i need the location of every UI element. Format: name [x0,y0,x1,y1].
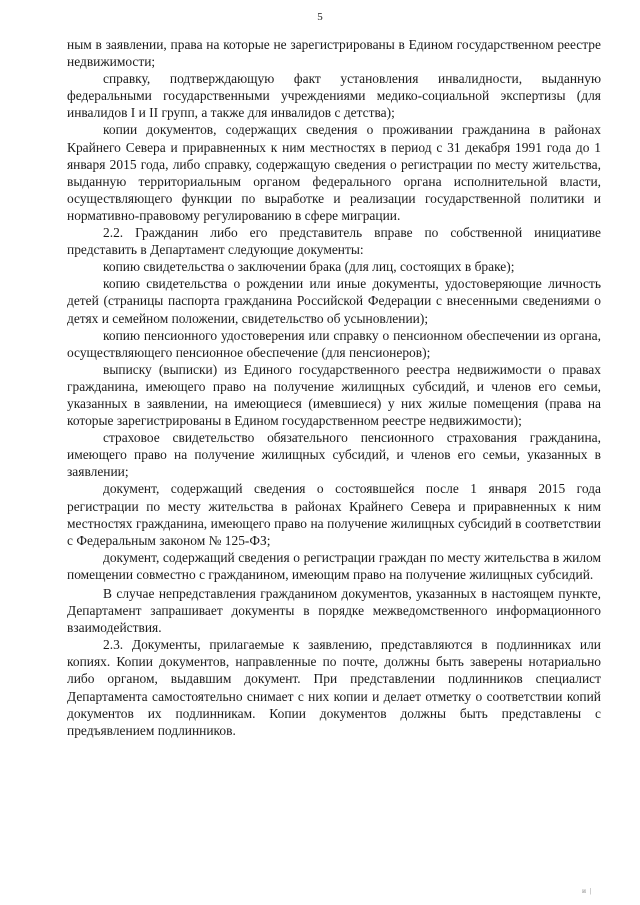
paragraph: 2.3. Документы, прилагаемые к заявлению, представляются в подлинниках или копиях. Копии документов, направленные по почте, должны быть заверены нотариально либо органом, выдавшим документ. При представлении подлинников специалист Департамента самостоятельно снимает с них копии и делает отметку о соответствии копий документов их подлинникам. Копии документов должны быть представлены с предъявлением подлинников. [67,637,601,738]
document-body [67,36,601,739]
paragraph: справку, подтверждающую факт установления инвалидности, выданную федеральными государственными учреждениями медико-социальной экспертизы (для инвалидов I и II групп, а также для инвалидов с детства); [67,71,601,121]
paragraph: 2.2. Гражданин либо его представитель вправе по собственной инициативе представить в Департамент следующие документы: [67,225,601,258]
paragraph: выписку (выписки) из Единого государственного реестра недвижимости о правах гражданина, имеющего право на получение жилищных субсидий, и членов его семьи, указанных в заявлении, на имеющиеся (имевшиеся) у них жилые помещения (права на которые зарегистрированы в Едином государственном реестре недвижимости); [67,361,601,429]
paragraph: В случае непредставления гражданином документов, указанных в настоящем пункте, Департамент запрашивает документы в порядке межведомственного информационного взаимодействия. [67,586,601,636]
page-number: 5 [317,11,323,23]
paragraph: копию свидетельства о рождении или иные документы, удостоверяющие личность детей (страницы паспорта гражданина Российской Федерации с внесенными сведениями о детях и семейном положении, свидетельство об усыновлении); [67,276,601,326]
paragraph: страховое свидетельство обязательного пенсионного страхования гражданина, имеющего право на получение жилищных субсидий, и членов его семьи, указанных в заявлении; [67,430,601,480]
paragraph: копию пенсионного удостоверения или справку о пенсионном обеспечении из органа, осуществляющего пенсионное обеспечение (для пенсионеров); [67,327,601,360]
paragraph: копию свидетельства о заключении брака (для лиц, состоящих в браке); [103,259,515,275]
paragraph: копии документов, содержащих сведения о проживании гражданина в районах Крайнего Севера и приравненных к ним местностях в период с 31 декабря 1991 года до 1 января 2015 года, либо справку, содержащую сведения о регистрации по месту жительства, выданную территориальным органом федерального органа исполнительной власти, осуществляющего функции по выработке и реализации государственной политики и нормативно-правовому регулированию в сфере миграции. [67,122,601,223]
corner-mark: и | [582,887,592,895]
paragraph: документ, содержащий сведения о регистрации граждан по месту жительства в жилом помещении совместно с гражданином, имеющим право на получение жилищных субсидий. [67,549,601,582]
paragraph: ным в заявлении, права на которые не зарегистрированы в Едином государственном реестре недвижимости; [67,37,601,70]
paragraph: документ, содержащий сведения о состоявшейся после 1 января 2015 года регистрации по месту жительства в районах Крайнего Севера и приравненных к ним местностях гражданина, имеющего право на получение жилищных субсидий в соответствии с Федеральным законом № 125-ФЗ; [67,481,601,548]
